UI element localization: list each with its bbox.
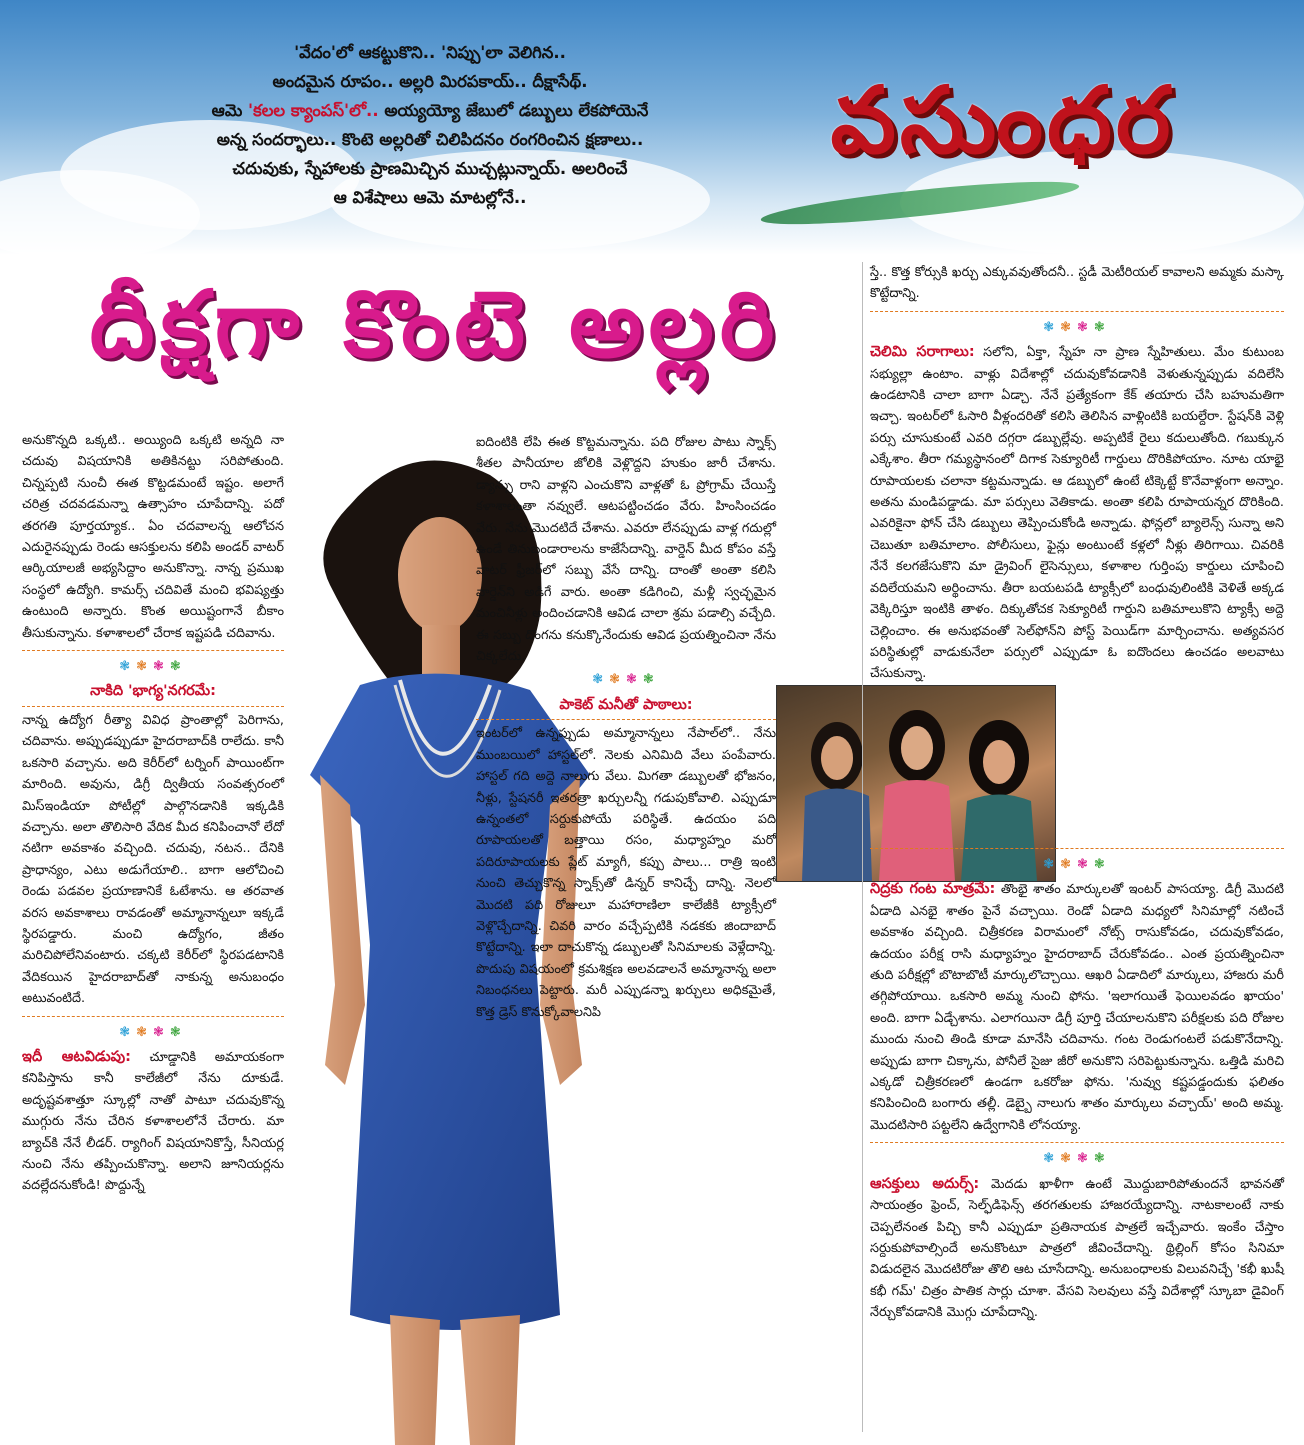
intro-line: 'వేదం'లో ఆకట్టుకొని.. 'నిప్పు'లా వెలిగిన.. <box>294 43 566 62</box>
section-divider <box>870 1142 1284 1144</box>
section-heading: పాకెట్ మనీతో పాఠాలు: <box>476 695 776 720</box>
section-heading: ఇదీ ఆటవిడుపు: <box>22 1048 131 1065</box>
section-divider <box>870 848 1284 850</box>
vasundhara-logo: వసుంధర <box>830 66 1175 174</box>
section-paragraph: ఐదింటికి లేపి ఈత కొట్టమన్నాను. పది రోజుల పాటు స్నాక్స్ శీతల పానీయాల జోలికి వెళ్లొద్దని హుకుం జారీ చేశాను. డ్యాన్సు రాని వాళ్లని ఎంచుకొని వాళ్లతో ఓ ప్రోగ్రామ్ చేయిస్తే కళాశాలంతా నవ్వులే. ఆటపట్టించడం వేరు. హింసించడం వేరు. నేను మొదటిదే చేశాను. ఎవరూ లేనప్పుడు వాళ్ల గదుల్లో ఉండే తినుబండారాలను కాజేసేదాన్ని. వార్డెన్ మీద కోపం వస్తే వాటర్ ఫ్రీజర్‌లో సబ్బు వేసే దాన్ని. దాంతో అంతా కలిసి వార్డెన్‌ని అడిగే వారు. అంతా కడిగించి, మళ్లీ స్వచ్ఛమైన మంచినీళ్లు అందించడానికి ఆవిడ చాలా శ్రమ పడాల్సి వచ్చేది. ఈ సబ్బు దొంగను కనుక్కొనేందుకు ఆవిడ ప్రయత్నించినా నేను చిక్కలేదు. <box>476 435 776 665</box>
flower-ornament: ❃❃❃❃ <box>1043 1151 1111 1167</box>
section-paragraph: తొంభై శాతం మార్కులతో ఇంటర్ పాసయ్యా. డిగ్రీ మొదటి ఏడాది ఎనభై శాతం పైనే వచ్చాయి. రెండో ఏడాది మధ్యలో సినిమాల్లో నటించే అవకాశం వచ్చింది. చిత్రీకరణ విరామంలో నోట్స్ రాసుకోవడం, చదువుకోవడం, ఉదయం పరీక్ష రాసి మధ్యాహ్నం హైదరాబాద్ చేరుకోవడం.. ఎంత ప్రయత్నించినా తుది పరీక్షల్లో బొటాబొటీ మార్కులొచ్చాయి. ఆఖరి ఏడాదిలో మార్కులు, హాజరు మరీ తగ్గిపోయాయి. ఒకసారి అమ్మ నుంచి ఫోను. 'ఇలాగయితే ఫెయిలవడం ఖాయం' అంది. బాగా ఏడ్చేశాను. ఎలాగయినా డిగ్రీ పూర్తి చేయాలనుకొని పరీక్షలకు పది రోజుల ముందు నుంచి తిండి కూడా మానేసి చదివాను. గంట రెండుగంటలే పడుకొనేదాన్ని. అప్పుడు బాగా చిక్కాను, పోనీలే సైజు జీరో అనుకొని సరిపెట్టుకున్నాను. ఒత్తిడి మరిచి ఎక్కడో చిత్రీకరణలో ఉండగా ఒకరోజు ఫోను. 'నువ్వు కష్టపడ్డందుకు ఫలితం కనిపించింది బంగారు తల్లీ. డెబ్బై నాలుగు శాతం మార్కులు వచ్చాయ్' అంది అమ్మ. మొదటిసారి పట్టలేని ఉద్వేగానికి లోనయ్యా. <box>870 882 1285 1133</box>
article-column-3-lower <box>870 842 1284 1324</box>
friend-face-shape <box>983 740 1015 784</box>
face-shape <box>398 517 482 633</box>
intro-highlight: 'కలల క్యాంపస్'లో.. <box>248 101 379 120</box>
article-column-3 <box>870 262 1284 685</box>
flower-ornament: ❃❃❃❃ <box>119 659 187 675</box>
leg-shape <box>390 1315 440 1445</box>
intro-line: ఆమె 'కలల క్యాంపస్'లో.. అయ్యయ్యో జేబులో డబ్బులు లేకపోయెనే <box>211 101 649 120</box>
intro-line: అన్న సందర్భాలు.. కొంటె అల్లరితో చిలిపిదనం రంగరించిన క్షణాలు.. <box>216 130 644 149</box>
article-column-2 <box>476 432 776 1023</box>
leg-shape <box>460 1315 520 1445</box>
flower-ornament: ❃❃❃❃ <box>1043 857 1111 872</box>
section-heading: ఆసక్తులు అదుర్స్: <box>870 1175 980 1192</box>
intro-blurb <box>150 38 710 212</box>
friend-face-shape <box>821 736 853 780</box>
section-divider <box>870 311 1284 313</box>
section-divider <box>22 1016 284 1018</box>
article-headline: దీక్షగా కొంటె అల్లరి <box>89 271 781 378</box>
intro-line: అందమైన రూపం.. అల్లరి మిరపకాయ్.. దీక్షాసేథ్. <box>272 72 588 91</box>
section-divider <box>22 650 284 652</box>
column-separator <box>862 262 863 1432</box>
section-heading: చెలిమి సరాగాలు: <box>870 344 975 361</box>
section-paragraph: మెదడు ఖాళీగా ఉంటే మొద్దుబారిపోతుందనే భావనతో సాయంత్రం ఫ్రెంచ్, సెల్ఫ్‌డిఫెన్స్ తరగతులకు హాజరయ్యేదాన్ని. నాటకాలంటే నాకు చెప్పలేనంత పిచ్చి కానీ ఎప్పుడూ ప్రతినాయక పాత్రలే ఇచ్చేవారు. ఇంకేం చేస్తాం సర్దుకుపోవాల్సిందే అనుకొంటూ పాత్రలో జీవించేదాన్ని. థ్రిల్లింగ్ కోసం సినిమా విడుదలైన మొదటిరోజు తొలి ఆట చూసేదాన్ని. అనుబంధాలకు విలువనిచ్చే 'కభీ ఖుషీ కభీ గమ్' చిత్రం పాతిక సార్లు చూశా. వేసవి సెలవులు వస్తే విదేశాల్లో స్కూబా డైవింగ్ నేర్చుకోవడానికి మొగ్గు చూపేదాన్ని. <box>870 1176 1284 1321</box>
section-paragraph: స్తే.. కొత్త కోర్సుకి ఖర్చు ఎక్కువవుతోందనీ.. స్టడీ మెటీరియల్ కావాలని అమ్మకు మస్కా కొట్టేదాన్ని. <box>870 265 1284 302</box>
section-heading: నాకిది 'భాగ్య'నగరమే: <box>22 681 284 706</box>
flower-ornament: ❃❃❃❃ <box>1043 319 1111 335</box>
section-heading: నిద్రకు గంట మాత్రమే: <box>870 881 996 898</box>
flower-ornament: ❃❃❃❃ <box>119 1024 187 1040</box>
section-paragraph: సలోని, ఏక్తా, స్నేహ నా ప్రాణ స్నేహితులు. మేం కుటుంబ సభ్యుల్లా ఉంటాం. వాళ్లు విదేశాల్లో చదువుకోవడానికి వెళుతున్నప్పుడు వదిలేసి ఉండటానికి చాలా బాగా ఏడ్చా. నేనే ప్రత్యేకంగా కేక్ తయారు చేసి బహుమతిగా ఇచ్చా. ఇంటర్‌లో ఓసారి వీళ్లందరితో కలిసి తెలిసిన వాళ్లింటికి బయల్దేరా. స్టేషన్‌కి వెళ్లి పర్సు చూసుకుంటే ఎవరి దగ్గరా డబ్బుల్లేవు. అప్పటికే రైలు కదులుతోంది. గబుక్కున ఎక్కేశాం. తీరా గమ్యస్థానంలో దిగాక సెక్యూరిటీ గార్డులు దొరికిపోయాం. నూట యాభై రూపాయలకు చలానా కట్టమన్నాడు. ఆ డబ్బులో ఉంటే టిక్కెట్టే కొనేవాళ్లంగా అన్నాం. అతను మండిపడ్డాడు. మా పర్సులు వెతికాడు. అంతా కలిపి రూపాయన్నర దొరికింది. ఎవరికైనా ఫోన్ చేసి డబ్బులు తెప్పించుకోండి అన్నాడు. ఫోన్లలో బ్యాలెన్స్ సున్నా అని చెబుతూ బతిమాలాం. పోలీసులు, ఫైన్లు అంటుంటే కళ్లలో నీళ్లు తిరిగాయి. చివరికి నేనే కలగజేసుకొని మా డ్రైవింగ్ లైసెన్సులు, కళాశాల గుర్తింపు కార్డులు చూపించి వదిలేయమని అర్థించాను. తీరా బయటపడి ట్యాక్సీలో బంధువులింటికి వెళితే అక్కడ వెక్కిరిస్తూ ఇంటికి తాళం. దిక్కుతోచక సెక్యూరిటీ గార్డుని బతిమాలుకొని ట్యాక్సీ అద్దె చెల్లించాం. ఈ అనుభవంతో సెల్‌ఫోన్‌ని పోస్ట్ పెయిడ్‌గా మార్చించాను. అత్యవసర పరిస్థితుల్లో వాడుకునేలా పర్సులో ఎప్పుడూ ఓ ఐదొందలు ఉంచడం అలవాటు చేసుకున్నా. <box>870 345 1284 682</box>
section-paragraph: చూడ్డానికి అమాయకంగా కనిపిస్తాను కానీ కాలేజీలో నేను దూకుడే. అదృష్టవశాత్తూ స్కూల్లో నాతో పాటూ చదువుకొన్న ముగ్గురు నేను చేరిన కళాశాలలోనే చేరారు. మా బ్యాచ్‌కి నేనే లీడర్. ర్యాగింగ్ విషయానికొస్తే, సీనియర్ల నుంచి నేను తప్పించుకొన్నా. అలాని జూనియర్లను వదల్లేదనుకోండి! పొద్దున్నే <box>22 1049 284 1194</box>
section-paragraph: ఇంటర్‌లో ఉన్నప్పుడు అమ్మానాన్నలు నేపాల్‌లో.. నేను ముంబయిలో హాస్టల్‌లో. నెలకు ఎనిమిది వేలు పంపేవారు. హాస్టల్ గది అద్దె నాలుగు వేలు. మిగతా డబ్బులతో భోజనం, నీళ్లు, స్టేషనరీ ఇతరత్రా ఖర్చులన్నీ గడుపుకోవాలి. ఎప్పుడూ ఉన్నంతలో సర్దుకుపోయే పరిస్థితే. ఉదయం పది రూపాయలతో బత్తాయి రసం, మధ్యాహ్నం మరో పదిరూపాయలకు ప్లేట్ మ్యాగీ, కప్పు పాలు... రాత్రి ఇంటి నుంచి తెచ్చుకొన్న స్నాక్స్‌తో డిన్నర్ కానిచ్చే దాన్ని. నెలలో మొదటి పది రోజులూ మహారాణిలా కాలేజీకి ట్యాక్సీలో వెళ్లొచ్చేదాన్ని. చివరి వారం వచ్చేప్పటికి నడకకు జిందాబాద్ కొట్టేదాన్ని. ఇలా దాచుకొన్న డబ్బులతో సినిమాలకు వెళ్లేదాన్ని. పొదుపు విషయంలో క్రమశిక్షణ అలవడాలనే అమ్మానాన్న అలా నిబంధనలు పెట్టారు. మరీ ఎప్పుడన్నా ఖర్చులు అధికమైతే, కొత్త డ్రెస్ కొనుక్కోవాలనిపి <box>476 726 776 1020</box>
article-column-1 <box>22 430 284 1197</box>
neck-shape <box>422 625 460 675</box>
intro-line: ఆ విశేషాలు ఆమె మాటల్లోనే.. <box>333 188 527 207</box>
section-paragraph: నాన్న ఉద్యోగ రీత్యా వివిధ ప్రాంతాల్లో పెరిగాను, చదివాను. అప్పుడప్పుడూ హైదరాబాద్‌కి రాలేదు. కానీ ఒకసారి వచ్చాను. అది కెరీర్‌లో టర్నింగ్ పాయింట్‌గా మారింది. అవును, డిగ్రీ ద్వితీయ సంవత్సరంలో మిస్ఇండియా పోటీల్లో పాల్గొనడానికి ఇక్కడికి వచ్చాను. అలా తొలిసారి వేదిక మీద కనిపించానో లేదో నటిగా అవకాశం వచ్చింది. చదువు, నటన.. దేనికి ప్రాధాన్యం, ఎటు అడుగేయాలి.. బాగా ఆలోచించి రెండు పడవల ప్రయాణానికే ఓటేశాను. ఆ తరవాత వరస అవకాశాలు రావడంతో అమ్మానాన్నలూ ఇక్కడే స్థిరపడ్డారు. మంచి ఉద్యోగం, జీతం మరిచిపోలేనివంటారు. చక్కటి కెరీర్‌లో స్థిరపడటానికి వేదికయిన హైదరాబాద్‌తో నాకున్న అనుబంధం అటువంటిదే. <box>22 712 284 1007</box>
intro-line: చదువుకు, స్నేహాలకు ప్రాణమిచ్చిన ముచ్చట్లున్నాయ్. అలరించే <box>232 159 628 178</box>
flower-ornament: ❃❃❃❃ <box>592 672 660 688</box>
friend-face-shape <box>901 726 933 770</box>
intro-paragraph: అనుకొన్నది ఒక్కటి.. అయ్యింది ఒక్కటి అన్నది నా చదువు విషయానికి అతికినట్టు సరిపోతుంది. చిన్నప్పటి నుంచీ ఈత కొట్టడమంటే ఇష్టం. అలాగే చరిత్ర చదవడమన్నా ఉత్సాహం చూపేదాన్ని. పదో తరగతి పూర్తయ్యాక.. ఏం చదవాలన్న ఆలోచన ఎదురైనప్పుడు రెండు ఆసక్తులను కలిపి అండర్ వాటర్ ఆర్కియాలజీ అభ్యసిద్దాం అనుకొన్నా. నాన్న ప్రముఖ సంస్థలో ఉద్యోగి. కామర్స్ చదివితే మంచి భవిష్యత్తు ఉంటుంది అన్నారు. కొంత అయిష్టంగానే బీకాం తీసుకున్నాను. కళాశాలలో చేరాక ఇష్టపడి చదివాను. <box>22 433 284 641</box>
